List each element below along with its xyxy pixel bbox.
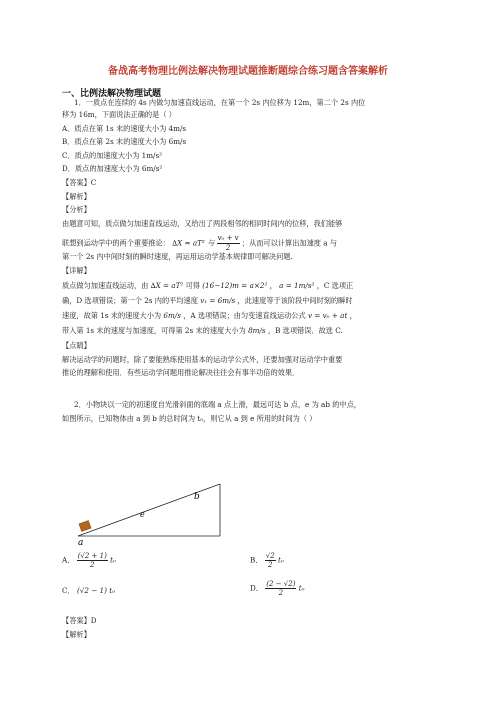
formula-speed-1s: 6m/s <box>163 311 181 320</box>
q1-option-d: D．质点的加速度大小为 6m/s² <box>62 164 163 173</box>
option-d-frac <box>265 580 296 597</box>
option-letter: D． <box>250 583 263 593</box>
q2-jiexi-label: 【解析】 <box>62 630 91 639</box>
formula-avg-speed: v₁ = 6m/s <box>200 296 236 305</box>
q1-answer: 【答案】C <box>62 178 97 187</box>
block <box>79 521 91 532</box>
q2-option-a <box>62 552 116 569</box>
option-letter: A． <box>62 555 75 565</box>
option-b-frac <box>265 552 276 569</box>
formula-avg-velocity <box>217 234 240 253</box>
frac-numerator: (√2 + 1) <box>77 552 107 560</box>
q1-option-a: A．质点在第 1s 末的速度大小为 4m/s <box>62 124 187 133</box>
q1-fenxi-line3: 第一个 2s 内中间时刻的瞬时速度，再运用运动学基本规律即可解决问题. <box>62 252 293 261</box>
q1-fenxi-line1: 由题意可知，质点做匀加速直线运动，又给出了两段相邻的相同时间内的位移，我们能够 <box>62 219 343 228</box>
q1-option-c: C．质点的加速度大小为 1m/s² <box>62 151 163 160</box>
q1-dianjing-label: 【点睛】 <box>62 341 91 350</box>
detail-text: ，A 选项错误；由匀变速直线运动公式 <box>183 311 306 320</box>
option-a-frac <box>77 552 108 569</box>
formula-delta-x: ∆X = aT² 与 <box>172 238 215 248</box>
detail-text: 质点做匀加速直线运动，由 <box>62 281 149 290</box>
detail-text: 带入第 1s 末的速度与加速度，可得第 2s 末的速度大小为 <box>62 326 246 335</box>
frac-numerator: (2 − √2) <box>266 580 296 588</box>
incline-diagram <box>74 476 234 546</box>
q2-stem-line2: 如图所示，已知物体由 a 到 b 的总时间为 t₀，则它从 a 到 e 所用的时间为（ ） <box>62 414 317 423</box>
detail-text: ，B 选项错误．故选 C. <box>267 326 343 335</box>
frac-denominator: 2 <box>278 589 284 597</box>
q1-jiexi-label: 【解析】 <box>62 192 91 201</box>
label-e: e <box>140 510 145 519</box>
page-title: 备战高考物理比例法解决物理试题推断题综合练习题含答案解析 <box>108 66 388 77</box>
formula-speed-2s: 8m/s <box>248 326 266 335</box>
option-time: t₀ <box>298 583 305 593</box>
q2-stem-line1: 2．小物块以一定的初速度自光滑斜面的底端 a 点上滑，最远可达 b 点，e 为 ab 的中点， <box>74 400 361 409</box>
q1-option-b: B．质点在第 2s 末的速度大小为 6m/s <box>62 137 187 146</box>
q1-dianjing-line2: 推论的理解和使用．有些运动学问题用推论解决往往会有事半功倍的效果． <box>62 368 300 377</box>
detail-text: 可得 <box>185 281 200 290</box>
option-letter: B． <box>250 555 263 565</box>
q2-option-c <box>62 586 115 596</box>
q1-stem-line2: 移为 16m，下面说法正确的是（ ） <box>62 110 176 119</box>
fenxi-text-a: 联想到运动学中的两个重要推论： <box>62 238 170 248</box>
q1-detail-line4 <box>62 326 343 335</box>
formula-delta-x-2: ∆X = aT² <box>150 281 184 290</box>
fenxi-text-b: ；从而可以计算出加速度 a 与 <box>241 238 338 248</box>
option-time: t₀ <box>110 555 116 565</box>
formula-velocity: v = v₀ + at <box>307 311 348 320</box>
detail-text: ， <box>269 281 277 290</box>
label-a: a <box>78 538 84 546</box>
frac-numerator: v₀ + v <box>217 234 239 242</box>
section-heading: 一、比例法解决物理试题 <box>62 89 162 99</box>
label-b: b <box>194 492 200 502</box>
detail-text: ，C 选项正 <box>316 281 354 290</box>
option-time: t₀ <box>278 555 284 565</box>
q2-option-b <box>250 552 284 569</box>
q1-detail-line1 <box>62 281 353 290</box>
q2-answer: 【答案】D <box>62 616 97 625</box>
q1-fenxi-line2 <box>62 234 337 253</box>
option-c-value: (√2 − 1) t₀ <box>76 586 115 595</box>
option-letter: C． <box>62 586 75 595</box>
detail-text: ， <box>349 311 357 320</box>
frac-denominator: 2 <box>268 561 273 569</box>
detail-text: 确，D 选项错误；第一个 2s 内的平均速度 <box>62 296 198 305</box>
q1-stem-line1: 1．一质点在连续的 4s 内做匀加速直线运动，在第一个 2s 内位移为 12m，第二个 2s 内位 <box>74 98 366 107</box>
q1-fenxi-label: 【分析】 <box>62 205 91 214</box>
q2-option-d <box>250 580 304 597</box>
q1-dianjing-line1: 解决运动学的问题时，除了要能熟练使用基本的运动学公式外，还要加强对运动学中重要 <box>62 355 343 364</box>
frac-numerator: √2 <box>265 552 275 560</box>
formula-acceleration: a = 1m/s² <box>279 281 315 290</box>
detail-text: ，此速度等于该阶段中间时刻的瞬时 <box>237 296 353 305</box>
formula-substitution: (16−12)m = a×2² <box>202 281 268 290</box>
detail-text: 速度，故第 1s 末的速度大小为 <box>62 311 162 320</box>
q1-xiangjie-label: 【详解】 <box>62 266 91 275</box>
frac-denominator: 2 <box>90 561 95 569</box>
q1-detail-line2 <box>62 296 353 305</box>
frac-denominator: 2 <box>225 244 231 252</box>
q1-detail-line3 <box>62 311 357 320</box>
